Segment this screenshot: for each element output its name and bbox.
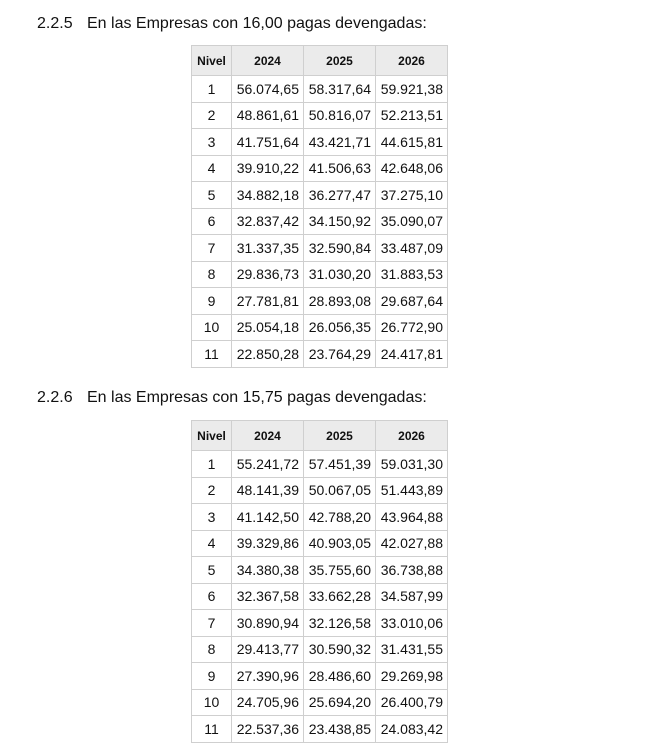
column-header-year: 2026 xyxy=(376,421,448,451)
salary-cell: 32.590,84 xyxy=(304,235,376,262)
salary-cell: 22.850,28 xyxy=(232,341,304,368)
salary-cell: 48.861,61 xyxy=(232,102,304,129)
salary-cell: 41.751,64 xyxy=(232,129,304,156)
level-cell: 9 xyxy=(192,663,232,690)
salary-cell: 26.056,35 xyxy=(304,314,376,341)
salary-cell: 55.241,72 xyxy=(232,451,304,478)
table-row xyxy=(192,477,448,504)
table-row xyxy=(192,102,448,129)
table-header-row xyxy=(192,421,448,451)
salary-cell: 52.213,51 xyxy=(376,102,448,129)
salary-table xyxy=(191,420,448,743)
salary-cell: 32.367,58 xyxy=(232,583,304,610)
level-cell: 2 xyxy=(192,477,232,504)
salary-cell: 33.487,09 xyxy=(376,235,448,262)
table-row xyxy=(192,451,448,478)
salary-cell: 31.431,55 xyxy=(376,636,448,663)
salary-cell: 35.755,60 xyxy=(304,557,376,584)
salary-cell: 24.705,96 xyxy=(232,689,304,716)
salary-cell: 28.893,08 xyxy=(304,288,376,315)
salary-cell: 34.150,92 xyxy=(304,208,376,235)
salary-cell: 26.772,90 xyxy=(376,314,448,341)
level-cell: 3 xyxy=(192,504,232,531)
table-row xyxy=(192,314,448,341)
salary-cell: 35.090,07 xyxy=(376,208,448,235)
level-cell: 4 xyxy=(192,530,232,557)
salary-cell: 50.067,05 xyxy=(304,477,376,504)
level-cell: 10 xyxy=(192,689,232,716)
salary-cell: 43.421,71 xyxy=(304,129,376,156)
salary-cell: 58.317,64 xyxy=(304,76,376,103)
level-cell: 10 xyxy=(192,314,232,341)
table-row xyxy=(192,288,448,315)
salary-cell: 27.781,81 xyxy=(232,288,304,315)
salary-cell: 23.438,85 xyxy=(304,716,376,743)
salary-cell: 56.074,65 xyxy=(232,76,304,103)
column-header-nivel: Nivel xyxy=(192,421,232,451)
salary-cell: 28.486,60 xyxy=(304,663,376,690)
column-header-year: 2026 xyxy=(376,46,448,76)
table-row xyxy=(192,636,448,663)
salary-cell: 29.687,64 xyxy=(376,288,448,315)
table-row xyxy=(192,610,448,637)
salary-cell: 43.964,88 xyxy=(376,504,448,531)
table-header-row xyxy=(192,46,448,76)
column-header-year: 2025 xyxy=(304,421,376,451)
salary-cell: 34.882,18 xyxy=(232,182,304,209)
level-cell: 6 xyxy=(192,208,232,235)
level-cell: 5 xyxy=(192,182,232,209)
level-cell: 9 xyxy=(192,288,232,315)
salary-cell: 36.738,88 xyxy=(376,557,448,584)
salary-cell: 44.615,81 xyxy=(376,129,448,156)
salary-cell: 41.142,50 xyxy=(232,504,304,531)
salary-cell: 23.764,29 xyxy=(304,341,376,368)
salary-cell: 50.816,07 xyxy=(304,102,376,129)
salary-cell: 48.141,39 xyxy=(232,477,304,504)
table-row xyxy=(192,235,448,262)
table-row xyxy=(192,689,448,716)
column-header-year: 2024 xyxy=(232,46,304,76)
level-cell: 7 xyxy=(192,235,232,262)
section-heading xyxy=(37,14,427,34)
level-cell: 4 xyxy=(192,155,232,182)
salary-cell: 25.054,18 xyxy=(232,314,304,341)
table-row xyxy=(192,76,448,103)
salary-cell: 32.837,42 xyxy=(232,208,304,235)
table-row xyxy=(192,261,448,288)
table-row xyxy=(192,504,448,531)
table-row xyxy=(192,530,448,557)
salary-cell: 29.413,77 xyxy=(232,636,304,663)
salary-cell: 27.390,96 xyxy=(232,663,304,690)
level-cell: 11 xyxy=(192,716,232,743)
level-cell: 1 xyxy=(192,76,232,103)
salary-cell: 37.275,10 xyxy=(376,182,448,209)
table-row xyxy=(192,155,448,182)
table-row xyxy=(192,557,448,584)
column-header-nivel: Nivel xyxy=(192,46,232,76)
salary-cell: 39.910,22 xyxy=(232,155,304,182)
salary-cell: 59.031,30 xyxy=(376,451,448,478)
level-cell: 7 xyxy=(192,610,232,637)
level-cell: 5 xyxy=(192,557,232,584)
salary-cell: 31.030,20 xyxy=(304,261,376,288)
section-title: En las Empresas con 15,75 pagas devengadas: xyxy=(87,389,427,406)
table-row xyxy=(192,208,448,235)
salary-cell: 39.329,86 xyxy=(232,530,304,557)
salary-cell: 40.903,05 xyxy=(304,530,376,557)
table-row xyxy=(192,341,448,368)
salary-cell: 25.694,20 xyxy=(304,689,376,716)
level-cell: 8 xyxy=(192,636,232,663)
salary-cell: 31.337,35 xyxy=(232,235,304,262)
level-cell: 1 xyxy=(192,451,232,478)
section-number: 2.2.5 xyxy=(37,15,73,32)
salary-cell: 26.400,79 xyxy=(376,689,448,716)
table-row xyxy=(192,716,448,743)
level-cell: 3 xyxy=(192,129,232,156)
salary-cell: 33.010,06 xyxy=(376,610,448,637)
salary-cell: 59.921,38 xyxy=(376,76,448,103)
salary-cell: 51.443,89 xyxy=(376,477,448,504)
salary-cell: 33.662,28 xyxy=(304,583,376,610)
column-header-year: 2025 xyxy=(304,46,376,76)
table-row xyxy=(192,583,448,610)
salary-cell: 24.417,81 xyxy=(376,341,448,368)
salary-cell: 29.836,73 xyxy=(232,261,304,288)
salary-cell: 30.890,94 xyxy=(232,610,304,637)
level-cell: 2 xyxy=(192,102,232,129)
salary-table xyxy=(191,45,448,368)
salary-cell: 29.269,98 xyxy=(376,663,448,690)
salary-cell: 22.537,36 xyxy=(232,716,304,743)
salary-cell: 34.587,99 xyxy=(376,583,448,610)
salary-cell: 42.027,88 xyxy=(376,530,448,557)
salary-cell: 31.883,53 xyxy=(376,261,448,288)
section-heading xyxy=(37,388,427,408)
salary-cell: 34.380,38 xyxy=(232,557,304,584)
section-number: 2.2.6 xyxy=(37,389,73,406)
level-cell: 11 xyxy=(192,341,232,368)
salary-cell: 36.277,47 xyxy=(304,182,376,209)
salary-cell: 42.788,20 xyxy=(304,504,376,531)
salary-cell: 42.648,06 xyxy=(376,155,448,182)
table-row xyxy=(192,663,448,690)
salary-cell: 24.083,42 xyxy=(376,716,448,743)
level-cell: 6 xyxy=(192,583,232,610)
salary-cell: 32.126,58 xyxy=(304,610,376,637)
column-header-year: 2024 xyxy=(232,421,304,451)
salary-cell: 30.590,32 xyxy=(304,636,376,663)
salary-cell: 41.506,63 xyxy=(304,155,376,182)
table-row xyxy=(192,182,448,209)
section-title: En las Empresas con 16,00 pagas devengadas: xyxy=(87,15,427,32)
level-cell: 8 xyxy=(192,261,232,288)
table-row xyxy=(192,129,448,156)
salary-cell: 57.451,39 xyxy=(304,451,376,478)
